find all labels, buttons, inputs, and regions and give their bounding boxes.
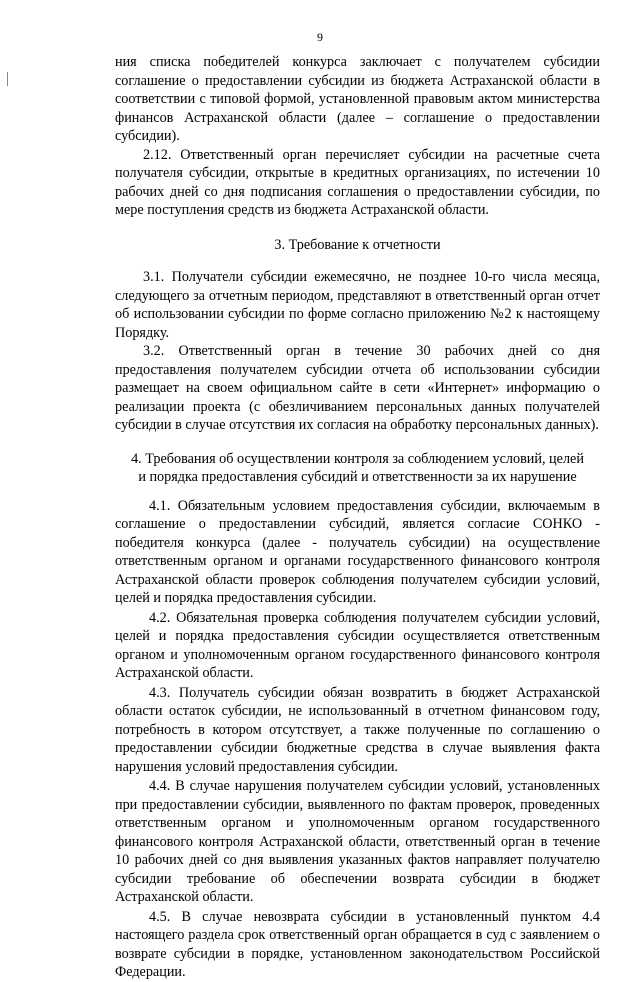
paragraph-4-2: 4.2. Обязательная проверка соблюдения получателем субсидии условий, целей и порядка предоставления субсидии осуществляется ответственным органом и уполномоченным органом государственного финансового контроля Астраханской области.	[115, 609, 600, 681]
document-body	[115, 53, 600, 982]
paragraph-2-12: 2.12. Ответственный орган перечисляет субсидии на расчетные счета получателя субсидии, открытые в кредитных организациях, по истечении 10 рабочих дней со дня подписания соглашения о предоставлении субсидии, по мере поступления средств из бюджета Астраханской области.	[115, 146, 600, 218]
page-number: 9	[317, 30, 323, 44]
paragraph-4-5: 4.5. В случае невозврата субсидии в установленный пунктом 4.4 настоящего раздела срок ответственный орган обращается в суд с заявлением о возврате субсидии в порядке, установленном законодательством Российской Федерации.	[115, 908, 600, 980]
paragraph-4-4: 4.4. В случае нарушения получателем субсидии условий, установленных при предоставлении субсидии, выявленного по фактам проверок, проведенных ответственным органом и уполномоченным органом государственного финансового контроля Астраханской области, ответственный орган в течение 10 рабочих дней со дня выявления указанных фактов направляет получателю субсидии требование об обеспечении возврата субсидии в бюджет Астраханской области.	[115, 778, 600, 905]
paragraph-3-1: 3.1. Получатели субсидии ежемесячно, не позднее 10-го числа месяца, следующего за отчетным периодом, представляют в ответственный орган отчет об использовании субсидии по форме согласно приложению №2 к настоящему Порядку.	[115, 269, 600, 341]
section-4-heading	[115, 450, 600, 487]
paragraph-4-1: 4.1. Обязательным условием предоставления субсидии, включаемым в соглашение о предоставлении субсидий, является согласие СОНКО - победителя конкурса (далее - получатель субсидии) на осуществление ответственным органом и органами государственного финансового контроля Астраханской области проверок соблюдения получателем субсидии условий, целей и порядка предоставления субсидии.	[115, 497, 600, 606]
section-3-heading: 3. Требование к отчетности	[274, 236, 441, 253]
scan-mark	[7, 72, 8, 86]
section-4-heading-line-1: 4. Требования об осуществлении контроля за соблюдением условий, целей	[131, 450, 584, 467]
paragraph-intro: ния списка победителей конкурса заключает с получателем субсидии соглашение о предоставлении субсидии из бюджета Астраханской области в соответствии с типовой формой, установленной правовым актом министерства финансов Астраханской области (далее – соглашение о предоставлении субсидии).	[115, 54, 600, 144]
paragraph-3-2: 3.2. Ответственный орган в течение 30 рабочих дней со дня предоставления получателем субсидии отчета об использовании субсидии размещает на своем официальном сайте в сети «Интернет» информацию о реализации проекта (с обезличиванием персональных данных получателей субсидии в случае отсутствия их согласия на обработку персональных данных).	[115, 343, 600, 433]
section-4-heading-line-2: и порядка предоставления субсидий и ответственности за их нарушение	[138, 469, 577, 485]
paragraph-4-3: 4.3. Получатель субсидии обязан возвратить в бюджет Астраханской области остаток субсидии, не использованный в отчетном финансовом году, потребность в котором отсутствует, а также полученные по соглашению о предоставлении субсидии бюджетные средства в случае выявления факта нарушения условий предоставления субсидии.	[115, 684, 600, 775]
